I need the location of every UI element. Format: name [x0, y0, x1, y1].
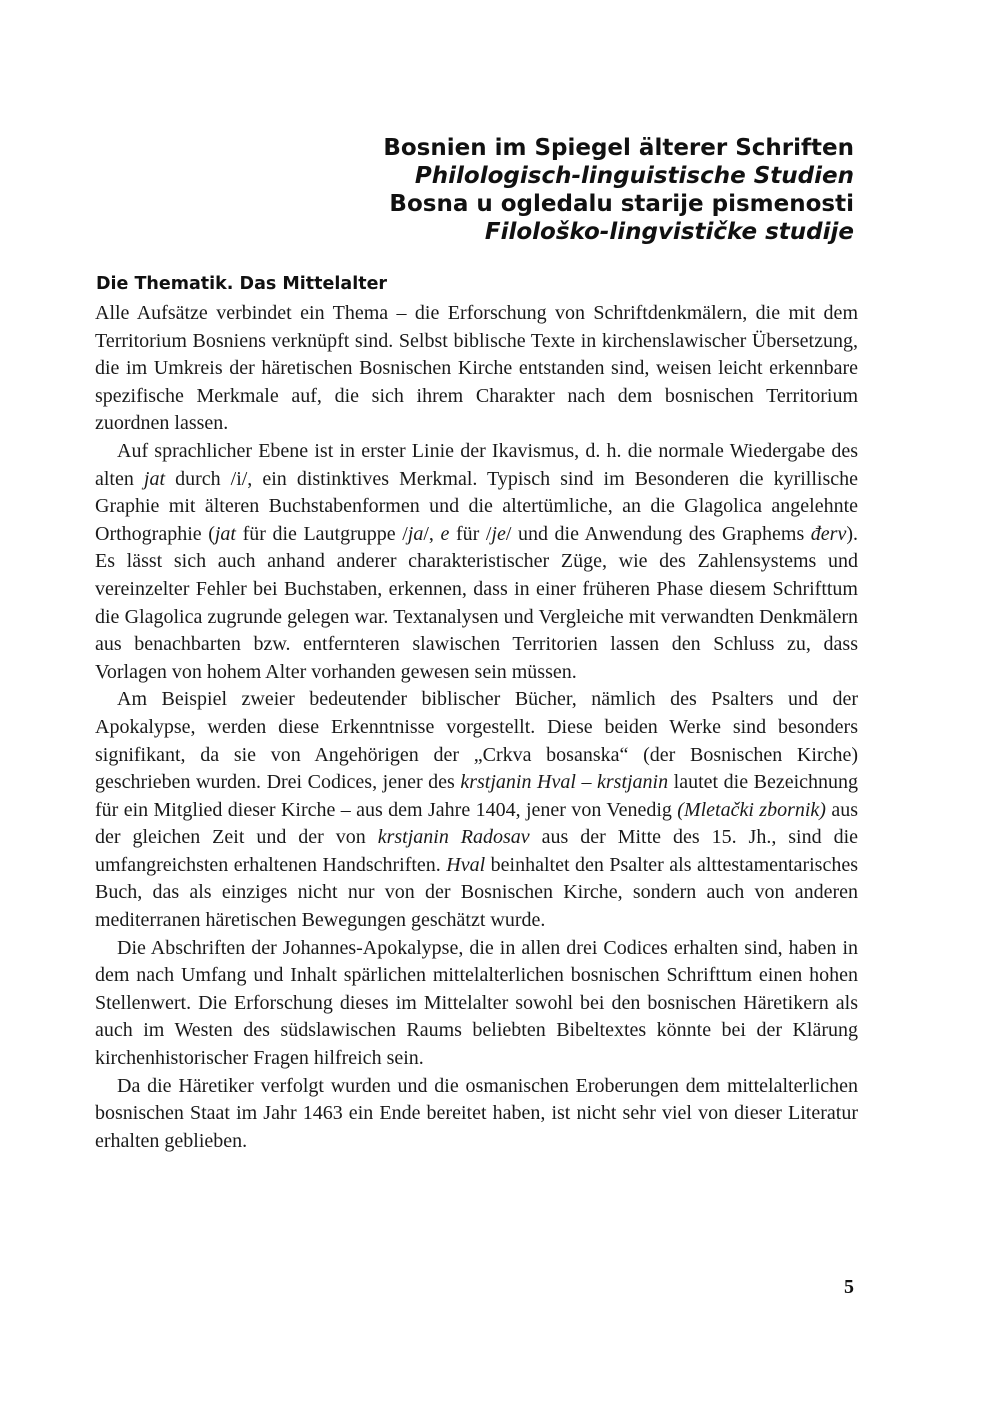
italic-term: krstjanin [597, 771, 669, 794]
text-span: ). Es lässt sich auch anhand anderer charakteristischer Züge, wie des Zahlensystems und vereinzelter Fehler bei Buchstaben, erkennen, dass in einer früheren Phase diesem Schrifttum die Glagolica zugrunde gelegen war. Textanalysen und Vergleiche mit verwandten Denkmälern aus benachbarten bzw. entfernteren slawischen Territorien lassen den Schluss zu, dass Vorlagen von hohem Alter vorhanden gewesen sein müssen. [95, 522, 859, 683]
italic-term: jat [143, 467, 166, 490]
text-span: durch /i/, ein distinktives Merkmal. Typisch sind im Besonderen die kyrillische Graphie mit älteren Buchstabenformen und die altertümliche, an die Glagolica angelehnte Orthographie ( [95, 467, 858, 545]
text-span: für / [449, 522, 492, 545]
paragraph-2 [95, 438, 858, 686]
paragraph-1: Alle Aufsätze verbindet ein Thema – die Erforschung von Schriftdenkmälern, die mit dem Territorium Bosniens verknüpft sind. Selbst biblische Texte in kirchenslawischer Übersetzung, die im Umkreis der häretischen Bosnischen Kirche entstanden sind, weisen leicht erkennbare spezifische Merkmale auf, die sich ihrem Charakter nach dem bosnischen Territorium zuordnen lassen. [95, 302, 858, 435]
text-span: lautet die Bezeichnung für ein Mitglied dieser Kirche – aus dem Jahre 1404, jener von Venedig [95, 771, 859, 821]
text-span: aus der Mitte des 15. Jh., sind die umfangreichsten erhaltenen Handschriften. [95, 826, 858, 876]
italic-term: e [440, 522, 450, 545]
title-block [254, 134, 854, 246]
paragraph-4: Die Abschriften der Johannes-Apokalypse, die in allen drei Codices erhalten sind, haben in dem nach Umfang und Inhalt spärlichen mittelalterlichen bosnischen Schrifttum einen hohen Stellenwert. Die Erforschung dieses im Mittelalter sowohl bei den bosnischen Häretikern als auch im Westen des südslawischen Raums beliebten Bibeltextes könnte bei der Klärung kirchenhistorischer Fragen hilfreich sein. [95, 936, 858, 1070]
text-span: für die Lautgruppe / [236, 522, 408, 545]
text-span: – [575, 771, 597, 794]
italic-term: đerv [810, 522, 847, 545]
text-span: aus der gleichen Zeit und der von [95, 798, 858, 849]
section-heading: Die Thematik. Das Mittelalter [96, 274, 388, 294]
text-span: Auf sprachlicher Ebene ist in erster Linie der Ikavismus, d. h. die normale Wiedergabe des alten [95, 439, 858, 490]
subtitle-bosnian: Filološko-lingvističke studije [484, 219, 854, 245]
italic-term: je [491, 522, 506, 545]
text-span: / und die Anwendung des Graphems [505, 522, 811, 545]
subtitle-german: Philologisch-linguistische Studien [414, 163, 854, 189]
text-span: /, [423, 522, 441, 545]
paragraph-3 [95, 686, 858, 934]
italic-term: jat [214, 522, 236, 545]
paragraph-5: Da die Häretiker verfolgt wurden und die osmanischen Eroberungen dem mittelalterlichen bosnischen Staat im Jahr 1463 ein Ende bereitet haben, ist nicht sehr viel von dieser Literatur erhalten geblieben. [95, 1074, 858, 1152]
italic-term: krstjanin Radosav [377, 826, 530, 849]
page-number: 5 [844, 1276, 854, 1298]
text-span: Am Beispiel zweier bedeutender biblischer Bücher, nämlich des Psalters und der Apokalypse, werden diese Erkenntnisse vorgestellt. Diese beiden Werke sind besonders signifikant, da sie von Angehörigen der „Crkva bosanska“ (der Bosnischen Kirche) geschrieben wurden. Drei Codices, jener des [95, 688, 858, 794]
italic-term: ja [407, 522, 424, 545]
title-german: Bosnien im Spiegel älterer Schriften [383, 135, 854, 161]
italic-term: krstjanin Hval [460, 771, 576, 794]
title-bosnian: Bosna u ogledalu starije pismenosti [389, 191, 854, 217]
text-span: beinhaltet den Psalter als alttestamentarisches Buch, das als einziges nicht nur von der Bosnischen Kirche, sondern auch von anderen mediterranen häretischen Bewegungen geschätzt wurde. [95, 853, 858, 932]
body-text [95, 300, 858, 1155]
italic-term: Hval [446, 853, 486, 876]
italic-term: (Mletački zbornik) [677, 798, 826, 821]
